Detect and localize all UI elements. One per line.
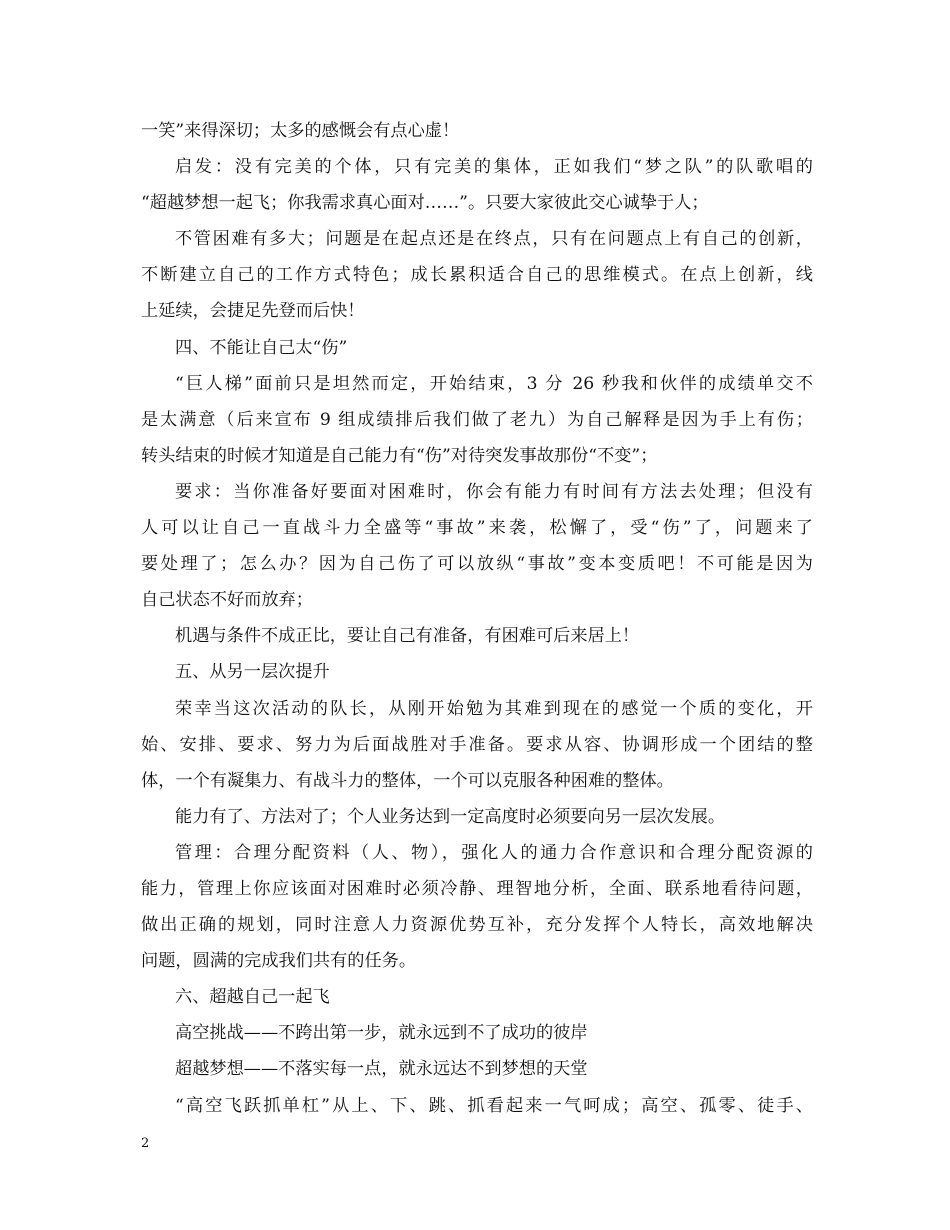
text-line: 自己状态不好而放弃； bbox=[141, 590, 313, 611]
text-line: 机遇与条件不成正比，要让自己有准备，有困难可后来居上！ bbox=[175, 626, 640, 647]
text-line: 人可以让自己一直战斗力全盛等“事故”来袭，松懈了，受“伤”了，问题来了 bbox=[141, 518, 813, 539]
text-line: 不断建立自己的工作方式特色；成长累积适合自己的思维模式。在点上创新，线 bbox=[141, 265, 813, 286]
text-line: 超越梦想——不落实每一点，就永远达不到梦想的天堂 bbox=[175, 1059, 588, 1080]
text-line: 五、从另一层次提升 bbox=[175, 662, 330, 683]
text-line: 管理：合理分配资料（人、物），强化人的通力合作意识和合理分配资源的 bbox=[175, 842, 813, 863]
text-line: 荣幸当这次活动的队长，从刚开始勉为其难到现在的感觉一个质的变化，开 bbox=[175, 698, 813, 719]
text-line: 上延续，会捷足先登而后快！ bbox=[141, 301, 365, 322]
text-line: 六、超越自己一起飞 bbox=[175, 987, 330, 1008]
text-line: 体，一个有凝集力、有战斗力的整体，一个可以克服各种困难的整体。 bbox=[141, 770, 674, 791]
page-number: 2 bbox=[141, 1136, 150, 1151]
text-line: 启发：没有完美的个体，只有完美的集体，正如我们“梦之队”的队歌唱的 bbox=[175, 157, 813, 178]
document-body bbox=[141, 113, 813, 1124]
text-line: 一笑”来得深切；太多的感慨会有点心虚！ bbox=[141, 121, 460, 141]
text-line: 要处理了；怎么办？因为自己伤了可以放纵“事故”变本变质吧！不可能是因为 bbox=[141, 554, 813, 575]
text-line: “超越梦想一起飞；你我需求真心面对……”。只要大家彼此交心诚挚于人； bbox=[141, 193, 709, 214]
text-line: “高空飞跃抓单杠”从上、下、跳、抓看起来一气呵成；高空、孤零、徒手、 bbox=[175, 1095, 813, 1116]
text-line: “巨人梯”面前只是坦然而定，开始结束，3 分 26 秒我和伙伴的成绩单交不 bbox=[175, 373, 813, 394]
text-line: 做出正确的规划，同时注意人力资源优势互补，充分发挥个人特长，高效地解决 bbox=[141, 915, 813, 936]
text-line: 是太满意（后来宣布 9 组成绩排后我们做了老九）为自己解释是因为手上有伤； bbox=[141, 409, 813, 430]
text-line: 转头结束的时候才知道是自己能力有“伤”对待突发事故那份“不变”； bbox=[141, 445, 658, 466]
text-line: 四、不能让自己太“伤” bbox=[175, 337, 348, 358]
text-line: 不管困难有多大；问题是在起点还是在终点，只有在问题点上有自己的创新， bbox=[175, 229, 813, 250]
text-line: 问题，圆满的完成我们共有的任务。 bbox=[141, 951, 417, 972]
text-line: 始、安排、要求、努力为后面战胜对手准备。要求从容、协调形成一个团结的整 bbox=[141, 734, 813, 755]
text-line: 能力，管理上你应该面对困难时必须冷静、理智地分析，全面、联系地看待问题， bbox=[141, 878, 813, 899]
text-line: 高空挑战——不跨出第一步，就永远到不了成功的彼岸 bbox=[175, 1023, 588, 1044]
text-line: 要求：当你准备好要面对困难时，你会有能力有时间有方法去处理；但没有 bbox=[175, 481, 813, 502]
text-line: 能力有了、方法对了；个人业务达到一定高度时必须要向另一层次发展。 bbox=[175, 806, 726, 827]
